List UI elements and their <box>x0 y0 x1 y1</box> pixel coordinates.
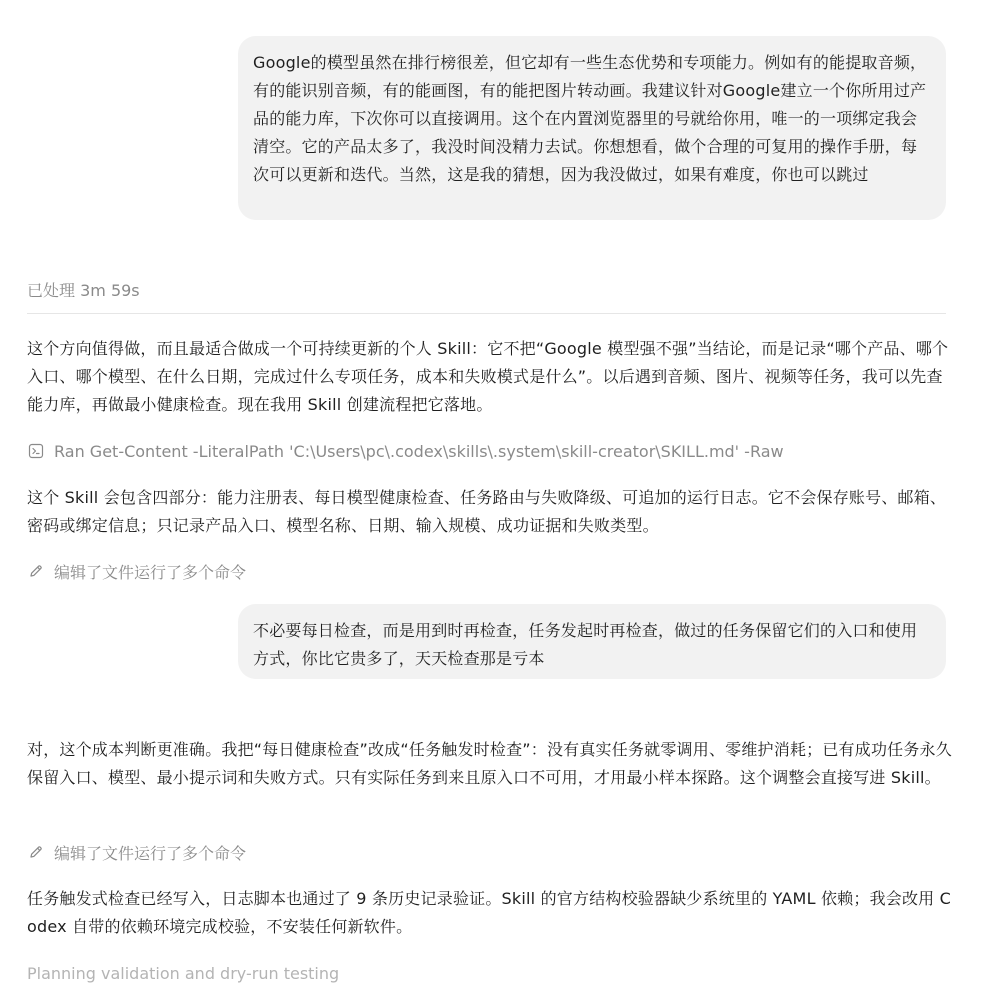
assistant-message-text: 任务触发式检查已经写入，日志脚本也通过了 9 条历史记录验证。Skill 的官方结构校验器缺少系统里的 YAML 依赖；我会改用 Codex 自带的依赖环境完成校验，不安装任何新软件。 <box>27 889 952 936</box>
pencil-icon <box>27 843 45 861</box>
user-message-bubble <box>238 36 946 220</box>
planning-status-text: Planning validation and dry-run testing <box>27 964 340 983</box>
edited-files-text: 编辑了文件运行了多个命令 <box>54 562 247 582</box>
edited-files-text: 编辑了文件运行了多个命令 <box>54 843 247 863</box>
edited-files-row[interactable] <box>27 559 246 583</box>
ran-command-row[interactable] <box>27 439 784 463</box>
assistant-message-text: 这个 Skill 会包含四部分：能力注册表、每日模型健康检查、任务路由与失败降级、可追加的运行日志。它不会保存账号、邮箱、密码或绑定信息；只记录产品入口、模型名称、日期、输入规模、成功证据和失败类型。 <box>27 488 947 535</box>
pencil-icon <box>27 562 45 580</box>
ran-command-text: Ran Get-Content -LiteralPath 'C:\Users\pc\.codex\skills\.system\skill-creator\SKILL.md' -Raw <box>54 441 784 461</box>
user-message-text: Google的模型虽然在排行榜很差，但它却有一些生态优势和专项能力。例如有的能提取音频，有的能识别音频，有的能画图，有的能把图片转动画。我建议针对Google建立一个你所用过产品的能力库，下次你可以直接调用。这个在内置浏览器里的号就给你用，唯一的一项绑定我会清空。它的产品太多了，我没时间没精力去试。你想想看，做个合理的可复用的操作手册，每次可以更新和迭代。当然，这是我的猜想，因为我没做过，如果有难度，你也可以跳过 <box>253 53 927 184</box>
user-message-text: 不必要每日检查，而是用到时再检查，任务发起时再检查，做过的任务保留它们的入口和使用方式，你比它贵多了，天天检查那是亏本 <box>253 621 918 668</box>
terminal-icon <box>27 442 45 460</box>
processing-time-label[interactable]: 已处理 3m 59s <box>27 281 140 300</box>
edited-files-row[interactable] <box>27 840 246 864</box>
assistant-message-text: 对，这个成本判断更准确。我把“每日健康检查”改成“任务触发时检查”：没有真实任务就零调用、零维护消耗；已有成功任务永久保留入口、模型、最小提示词和失败方式。只有实际任务到来且原入口不可用，才用最小样本探路。这个调整会直接写进 Skill。 <box>27 740 952 787</box>
divider <box>27 313 946 314</box>
user-message-bubble <box>238 604 946 679</box>
assistant-message-text: 这个方向值得做，而且最适合做成一个可持续更新的个人 Skill：它不把“Google 模型强不强”当结论，而是记录“哪个产品、哪个入口、哪个模型、在什么日期，完成过什么专项任务，成本和失败模式是什么”。以后遇到音频、图片、视频等任务，我可以先查能力库，再做最小健康检查。现在我用 Skill 创建流程把它落地。 <box>27 339 949 414</box>
